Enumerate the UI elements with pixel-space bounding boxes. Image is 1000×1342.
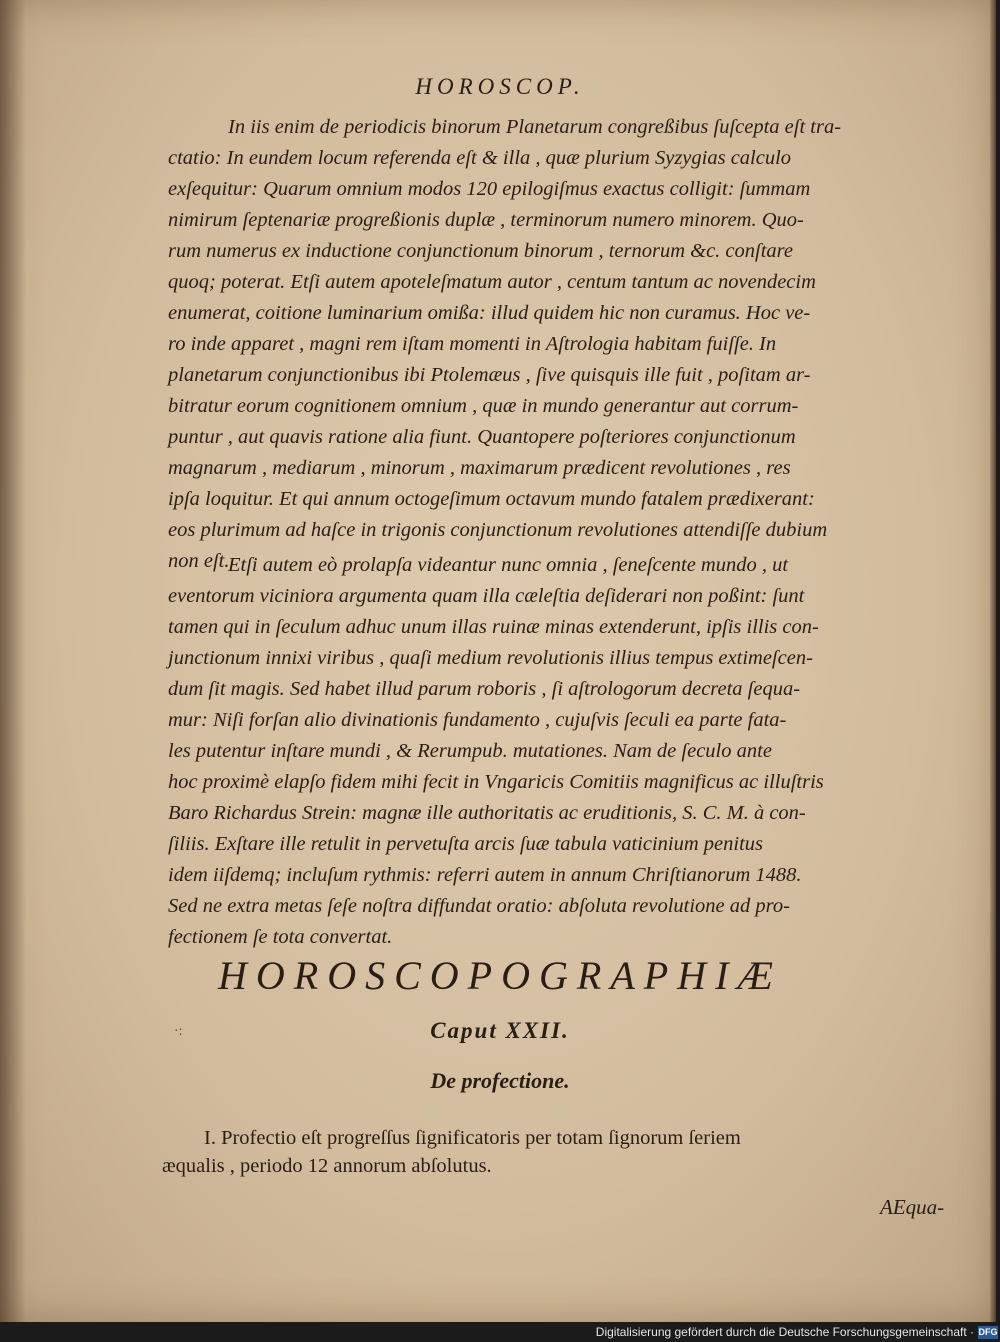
text-line: rum numerus ex inductione conjunctionum binorum , ternorum &c. conſtare	[168, 240, 793, 262]
text-line: Sed ne extra metas ſeſe noſtra diffundat oratio: abſoluta revolutione ad pro-	[168, 895, 790, 917]
funding-credit: Digitalisierung gefördert durch die Deutsche Forschungsgemeinschaft ·	[595, 1325, 974, 1339]
text-line: dum ſit magis. Sed habet illud parum roboris , ſi aſtrologorum decreta ſequa-	[168, 678, 801, 700]
text-line: hoc proximè elapſo fidem mihi fecit in Vngaricis Comitiis magnificus ac illuſtris	[168, 771, 824, 793]
section-title: HOROSCOPOGRAPHIÆ	[218, 953, 782, 998]
text-line: fectionem ſe tota convertat.	[168, 926, 393, 948]
spine-shadow	[0, 0, 26, 1322]
text-line: ipſa loquitur. Et qui annum octogeſimum octavum mundo fatalem prædixerant:	[168, 488, 815, 510]
text-line: ro inde apparet , magni rem iſtam momenti in Aſtrologia habitam fuiſſe. In	[168, 333, 777, 355]
text-line: Baro Richardus Strein: magnæ ille authoritatis ac eruditionis, S. C. M. à con-	[168, 802, 806, 824]
text-line: bitratur eorum cognitionem omnium , quæ in mundo generantur aut corrum-	[168, 395, 799, 417]
dfg-logo-icon: DFG	[978, 1327, 998, 1337]
text-line: nimirum ſeptenariæ progreßionis duplæ , terminorum numero minorem. Quo-	[168, 209, 804, 231]
text-line: magnarum , mediarum , minorum , maximarum prædicent revolutiones , res	[168, 457, 791, 479]
text-line: In iis enim de periodicis binorum Planetarum congreßibus ſuſcepta eſt tra-	[228, 116, 842, 138]
text-line: puntur , aut quavis ratione alia fiunt. Quantopere poſteriores conjunctionum	[168, 426, 796, 448]
text-line: enumerat, coitione luminarium omißa: illud quidem hic non curamus. Hoc ve-	[168, 302, 811, 324]
text-line: I. Profectio eſt progreſſus ſignificatoris per totam ſignorum ſeriem	[204, 1127, 741, 1149]
running-head: HOROSCOP.	[415, 74, 585, 99]
text-line: eos plurimum ad haſce in trigonis conjunctionum revolutiones attendiſſe dubium	[168, 519, 828, 541]
page-edge	[990, 0, 996, 1322]
text-line: tamen qui in ſeculum adhuc unum illas ruinæ minas extenderunt, ipſis illis con-	[168, 616, 819, 638]
footer-bar	[0, 1322, 1000, 1342]
catchword: AEqua-	[880, 1195, 945, 1219]
text-line: quoq; poterat. Etſi autem apoteleſmatum autor , centum tantum ac novendecim	[168, 271, 816, 293]
text-line: exſequitur: Quarum omnium modos 120 epilogiſmus exactus colligit: ſummam	[168, 178, 811, 200]
chapter-heading: Caput XXII.	[430, 1018, 570, 1043]
definition-paragraph	[162, 1124, 962, 1180]
text-line: ſiliis. Exſtare ille retulit in pervetuſta arcis ſuæ tabula vaticinium penitus	[168, 833, 764, 855]
text-line: ctatio: In eundem locum referenda eſt & illa , quæ plurium Syzygias calculo	[168, 147, 792, 169]
text-line: eventorum viciniora argumenta quam illa cæleſtia deſiderari non poßint: ſunt	[168, 585, 805, 607]
text-line: non eſt.	[168, 550, 230, 572]
text-line: junctionum innixi viribus , quaſi medium revolutionis illius tempus extimeſcen-	[168, 647, 813, 669]
margin-mark: ·:	[174, 1024, 183, 1039]
text-line: idem iiſdemq; incluſum rythmis: referri autem in annum Chriſtianorum 1488.	[168, 864, 802, 886]
text-line: les putentur inſtare mundi , & Rerumpub. mutationes. Nam de ſeculo ante	[168, 740, 772, 762]
text-line: Etſi autem eò prolapſa videantur nunc omnia , ſeneſcente mundo , ut	[228, 554, 789, 576]
chapter-subtitle: De profectione.	[430, 1068, 570, 1093]
text-line: æqualis , periodo 12 annorum abſolutus.	[162, 1155, 492, 1177]
text-line: mur: Niſi forſan alio divinationis fundamento , cujuſvis ſeculi ea parte fata-	[168, 709, 787, 731]
text-line: planetarum conjunctionibus ibi Ptolemæus , ſive quisquis ille fuit , poſitam ar-	[168, 364, 811, 386]
paragraph-1	[168, 112, 958, 577]
